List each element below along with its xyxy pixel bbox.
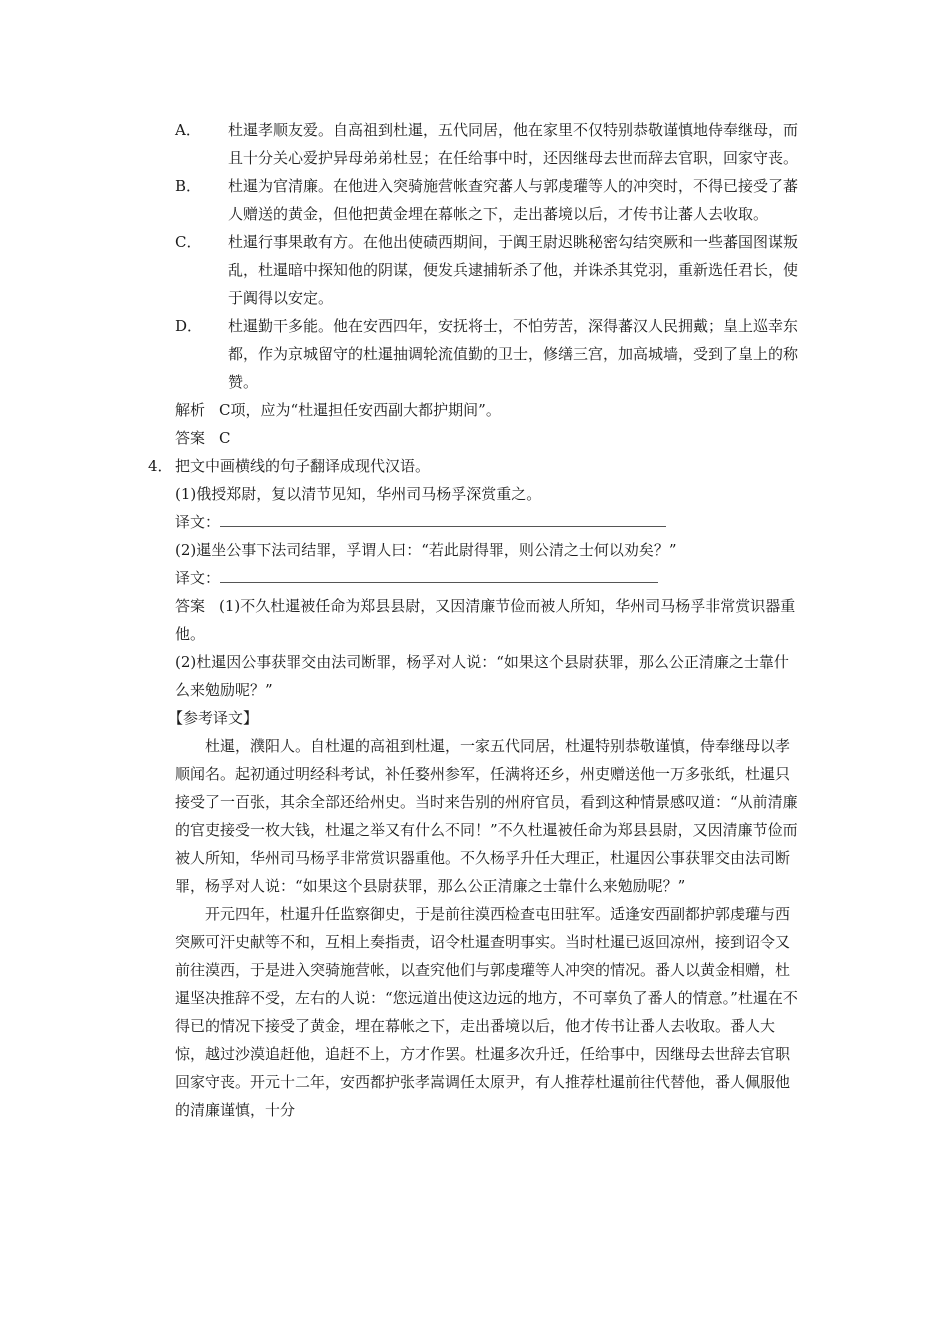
document-body xyxy=(148,116,798,1124)
question-prompt: 把文中画横线的句子翻译成现代汉语。 xyxy=(175,457,431,475)
answer-blank[interactable] xyxy=(220,510,666,527)
answer-label: 答案 xyxy=(175,429,206,447)
q3-answer xyxy=(148,424,798,452)
option-text: 杜暹孝顺友爱。自高祖到杜暹，五代同居，他在家里不仅特别恭敬谨慎地侍奉继母，而且十分关心爱护异母弟弟杜昱；在任给事中时，还因继母去世而辞去官职，回家守丧。 xyxy=(228,121,799,167)
reference-paragraph: 开元四年，杜暹升任监察御史，于是前往漠西检查屯田驻军。适逢安西副都护郭虔瓘与西突厥可汗史献等不和，互相上奏指责，诏令杜暹查明事实。当时杜暹已返回凉州，接到诏令又前往漠西，于是进入突骑施营帐，以查究他们与郭虔瓘等人冲突的情况。番人以黄金相赠，杜暹坚决推辞不受，左右的人说：“您远道出使这边远的地方，不可辜负了番人的情意。”杜暹在不得已的情况下接受了黄金，埋在幕帐之下，走出番境以后，他才传书让番人去收取。番人大惊，越过沙漠追赶他，追赶不上，方才作罢。杜暹多次升迁，任给事中，因继母去世辞去官职回家守丧。开元十二年，安西都护张孝嵩调任太原尹，有人推荐杜暹前往代替他，番人佩服他的清廉谨慎，十分 xyxy=(175,905,798,1119)
option-letter: B． xyxy=(175,177,202,195)
answer-text: C xyxy=(219,429,231,447)
option-c xyxy=(175,228,798,312)
question-number: 4． xyxy=(148,457,173,475)
option-d xyxy=(175,312,798,396)
q4-answer-1 xyxy=(148,592,798,648)
option-text: 杜暹行事果敢有方。在他出使碛西期间，于阗王尉迟眺秘密勾结突厥和一些蕃国图谋叛乱，杜暹暗中探知他的阴谋，便发兵逮捕斩杀了他，并诛杀其党羽，重新选任君长，使于阗得以安定。 xyxy=(228,233,799,307)
translation-label: 译文： xyxy=(175,569,221,587)
option-a xyxy=(175,116,798,172)
q4-translation-line-2 xyxy=(148,564,798,592)
q3-analysis xyxy=(148,396,798,424)
option-letter: A． xyxy=(175,121,201,139)
q4-sentence-2: (2)暹坐公事下法司结罪，孚谓人曰：“若此尉得罪，则公清之士何以劝矣？” xyxy=(175,541,677,559)
option-b xyxy=(175,172,798,228)
q4-translation-line-1 xyxy=(148,508,798,536)
analysis-label: 解析 xyxy=(175,401,206,419)
option-letter: D． xyxy=(175,317,203,335)
question-4 xyxy=(148,452,798,480)
option-text: 杜暹勤干多能。他在安西四年，安抚将士，不怕劳苦，深得蕃汉人民拥戴；皇上巡幸东都，作为京城留守的杜暹抽调轮流值勤的卫士，修缮三宫，加高城墙，受到了皇上的称赞。 xyxy=(228,317,799,391)
option-letter: C． xyxy=(175,233,202,251)
reference-heading: 【参考译文】 xyxy=(168,709,259,727)
q4-answer-2: (2)杜暹因公事获罪交由法司断罪，杨孚对人说：“如果这个县尉获罪，那么公正清廉之士靠什么来勉励呢？” xyxy=(175,653,789,699)
answer-text: (1)不久杜暹被任命为郑县县尉，又因清廉节俭而被人所知，华州司马杨孚非常赏识器重他。 xyxy=(175,597,796,643)
answer-blank[interactable] xyxy=(220,566,658,583)
translation-label: 译文： xyxy=(175,513,221,531)
answer-label: 答案 xyxy=(175,597,206,615)
option-text: 杜暹为官清廉。在他进入突骑施营帐查究蕃人与郭虔瓘等人的冲突时，不得已接受了蕃人赠送的黄金，但他把黄金埋在幕帐之下，走出蕃境以后，才传书让蕃人去收取。 xyxy=(228,177,799,223)
q4-sentence-1: (1)俄授郑尉，复以清节见知，华州司马杨孚深赏重之。 xyxy=(175,485,542,503)
reference-paragraph: 杜暹，濮阳人。自杜暹的高祖到杜暹，一家五代同居，杜暹特别恭敬谨慎，侍奉继母以孝顺闻名。起初通过明经科考试，补任婺州参军，任满将还乡，州吏赠送他一万多张纸，杜暹只接受了一百张，其余全部还给州史。当时来告别的州府官员，看到这种情景感叹道：“从前清廉的官吏接受一枚大钱，杜暹之举又有什么不同！”不久杜暹被任命为郑县县尉，又因清廉节俭而被人所知，华州司马杨孚非常赏识器重他。不久杨孚升任大理正，杜暹因公事获罪交由法司断罪，杨孚对人说：“如果这个县尉获罪，那么公正清廉之士靠什么来勉励呢？” xyxy=(175,737,798,895)
analysis-text: C项，应为“杜暹担任安西副大都护期间”。 xyxy=(219,401,501,419)
